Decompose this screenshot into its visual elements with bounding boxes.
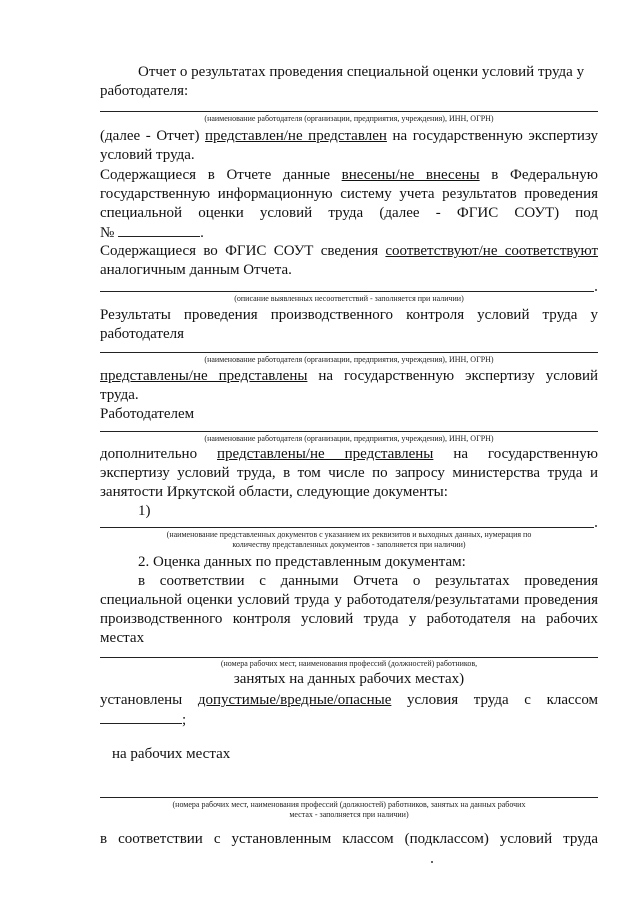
scan-speck: [431, 861, 433, 863]
class-blank: [100, 710, 182, 724]
workplaces-caption-1: (номера рабочих мест, наименования профессий (должностей) работников,: [220, 659, 478, 668]
docs-comma: [595, 525, 597, 527]
fgis-entry-line: Содержащиеся в Отчете данные внесены/не внесены в Федеральную: [100, 167, 598, 183]
report-status-line: (далее - Отчет) представлен/не представлен на государственную экспертизу: [100, 128, 599, 144]
expertise-line: условий труда.: [100, 147, 195, 163]
mismatch-caption: (описание выявленных несоответствий - заполняется при наличии): [234, 294, 464, 303]
employer-by-line: Работодателем: [100, 406, 195, 422]
workplaces-label: местах: [100, 630, 145, 646]
workplaces-caption-2: занятых на данных рабочих местах): [233, 671, 465, 687]
labor-line: труда.: [100, 387, 139, 403]
additional-docs-line: дополнительно представлены/не представлены на государственную: [100, 446, 598, 462]
employer-caption: (наименование работодателя (организации, предприятия, учреждения), ИНН, ОГРН): [204, 114, 494, 123]
number-line: № .: [100, 225, 204, 241]
class-conformity-line: в соответствии с установленным классом (подклассом) условий труда: [100, 831, 598, 847]
employer-fill-line-2: [100, 352, 598, 353]
mismatch-period: [595, 289, 597, 291]
fgis-abbrev-line: специальной оценки условий труда (далее - ФГИС СОУТ) под: [100, 205, 599, 221]
class-line: ;: [100, 710, 598, 730]
fgis-system-line: государственную информационную систему учета результатов проведения: [100, 186, 598, 202]
docs-fill-line: [100, 527, 594, 528]
conditions-line: установлены допустимые/вредные/опасные условия труда с классом: [100, 692, 599, 708]
docs-caption-2: количеству представленных документов - заполняется при наличии): [232, 540, 466, 549]
workplaces-label-2: на рабочих местах: [112, 746, 231, 762]
report-data-line: аналогичным данным Отчета.: [100, 262, 292, 278]
doc-item-1: 1): [138, 503, 151, 519]
employer-label: работодателя:: [100, 83, 189, 99]
employer-fill-line: [100, 111, 598, 112]
fgis-match-line: Содержащиеся во ФГИС СОУТ сведения соответствуют/не соответствуют: [100, 243, 599, 259]
ministry-request-line: экспертизу условий труда, в том числе по запросу министерства труда и: [100, 465, 598, 481]
section-2-heading: 2. Оценка данных по представленным документам:: [138, 554, 466, 570]
control-status-line: представлены/не представлены на государственную экспертизу условий: [100, 368, 598, 384]
workplaces-caption-3: (номера рабочих мест, наименования профессий (должностей) работников, занятых на данных рабочих: [172, 800, 526, 809]
workplaces-fill-line: [100, 657, 598, 658]
employer-caption-2: (наименование работодателя (организации, предприятия, учреждения), ИНН, ОГРН): [204, 355, 494, 364]
mismatch-fill-line: [100, 291, 594, 292]
employer-fill-line-3: [100, 431, 598, 432]
report-title-line: Отчет о результатах проведения специальной оценки условий труда у: [138, 64, 585, 80]
employer-caption-3: (наименование работодателя (организации, предприятия, учреждения), ИНН, ОГРН): [204, 434, 494, 443]
assessment-line-1: в соответствии с данными Отчета о результатах проведения: [138, 573, 598, 589]
employer-label-2: работодателя: [100, 326, 185, 342]
assessment-line-2: специальной оценки условий труда у работодателя/результатами проведения: [100, 592, 598, 608]
docs-caption-1: (наименование представленных документов с указанием их реквизитов и выходных данных, нумерация по: [166, 530, 532, 539]
workplaces-fill-line-2: [100, 797, 598, 798]
irkutsk-line: занятости Иркутской области, следующие документы:: [100, 484, 448, 500]
production-control-line: Результаты проведения производственного контроля условий труда у: [100, 307, 598, 323]
workplaces-caption-4: местах - заполняется при наличии): [289, 810, 409, 819]
number-blank: [118, 223, 200, 237]
assessment-line-3: производственного контроля условий труда у работодателя на рабочих: [100, 611, 598, 627]
